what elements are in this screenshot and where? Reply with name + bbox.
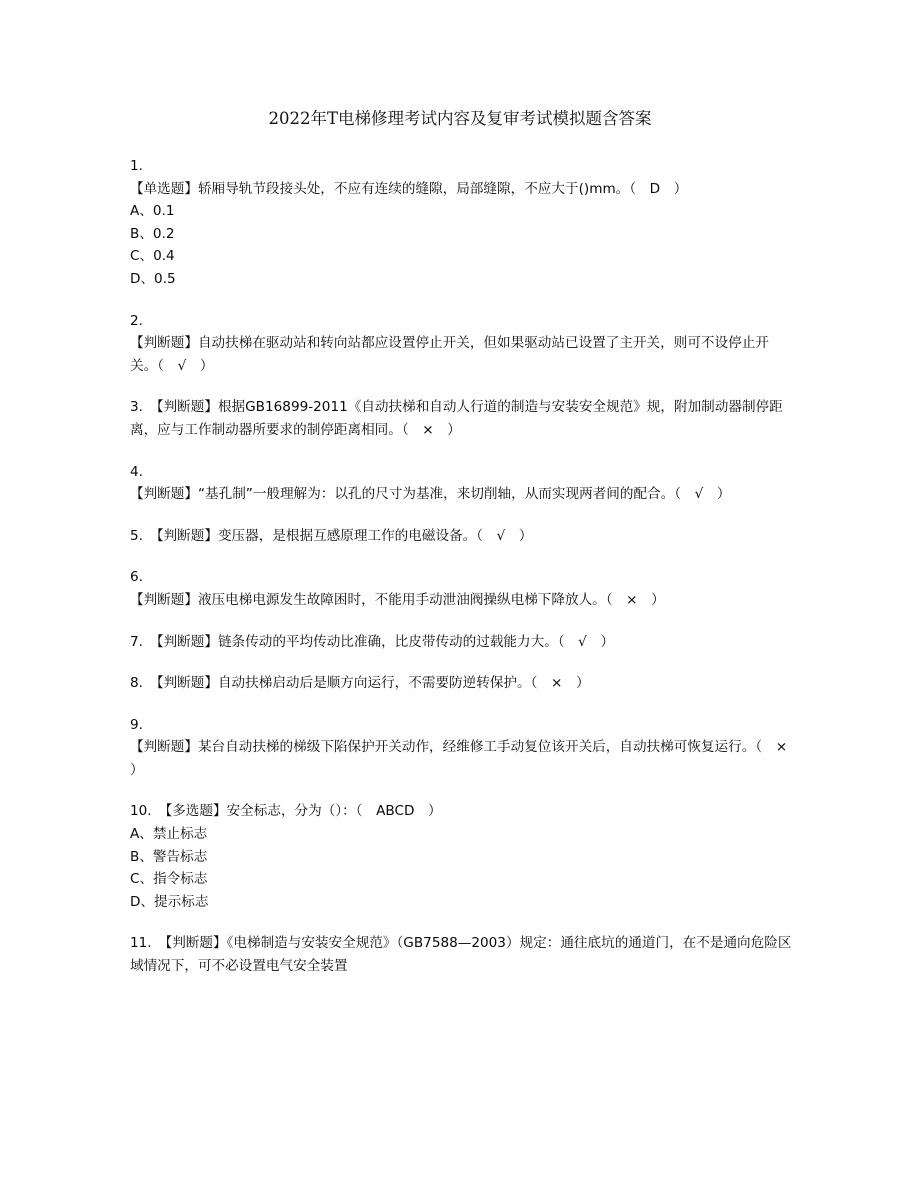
question-item [130, 566, 792, 611]
question-text: 【单选题】轿厢导轨节段接头处，不应有连续的缝隙，局部缝隙，不应大于()mm。（ D ） [130, 180, 688, 197]
question-number: 1. [130, 158, 143, 174]
question-number: 3. [130, 399, 143, 416]
option-list [130, 823, 792, 913]
option-item[interactable]: A、0.1 [130, 203, 175, 220]
page-title: 2022年T电梯修理考试内容及复审考试模拟题含答案 [268, 109, 652, 128]
question-number: 7. [130, 633, 143, 650]
option-item[interactable]: C、0.4 [130, 248, 175, 265]
question-item [130, 525, 792, 548]
question-item [130, 672, 792, 695]
question-text: 【判断题】根据GB16899-2011《自动扶梯和自动人行道的制造与安装安全规范》规，附加制动器制停距离，应与工作制动器所要求的制停距离相同。（ × ） [130, 399, 783, 438]
question-number: 8. [130, 675, 143, 692]
question-text: 【判断题】液压电梯电源发生故障困时，不能用手动泄油阀操纵电梯下降放人。（ × ） [130, 591, 665, 608]
question-number: 5. [130, 527, 143, 544]
question-text: 【判断题】变压器，是根据互感原理工作的电磁设备。（ √ ） [149, 527, 533, 544]
question-item [130, 932, 792, 977]
question-text: 【判断题】《电梯制造与安装安全规范》（GB7588—2003）规定：通往底坑的通道门，在不是通向危险区域情况下，可不必设置电气安全装置 [130, 935, 792, 975]
question-number: 9. [130, 716, 143, 733]
question-item [130, 155, 792, 291]
option-item[interactable]: D、提示标志 [130, 893, 209, 910]
option-item[interactable]: C、指令标志 [130, 871, 208, 888]
question-text: 【判断题】自动扶梯在驱动站和转向站都应设置停止开关，但如果驱动站已设置了主开关，则可不设停止开关。（ √ ） [130, 335, 769, 374]
question-text: 【判断题】某台自动扶梯的梯级下陷保护开关动作，经维修工手动复位该开关后，自动扶梯可恢复运行。（ × ） [130, 739, 801, 778]
question-text: 【判断题】“基孔制”一般理解为：以孔的尺寸为基准，来切削轴，从而实现两者间的配合。（ √ ） [130, 486, 731, 503]
option-list [130, 200, 792, 290]
question-text: 【判断题】链条传动的平均传动比准确，比皮带传动的过载能力大。（ √ ） [149, 633, 615, 650]
question-number: 4. [130, 463, 143, 480]
question-number: 2. [130, 312, 143, 329]
question-item [130, 310, 792, 378]
question-text: 【判断题】自动扶梯启动后是顺方向运行，不需要防逆转保护。（ × ） [149, 675, 590, 692]
question-list [130, 155, 801, 997]
question-text: 【多选题】安全标志，分为（）：（ ABCD ） [158, 803, 442, 820]
question-item [130, 631, 792, 654]
question-item [130, 461, 792, 506]
question-item [130, 396, 792, 441]
question-number: 6. [130, 569, 143, 586]
option-item[interactable]: B、警告标志 [130, 848, 208, 865]
option-item[interactable]: B、0.2 [130, 225, 175, 242]
question-number: 10. [130, 803, 152, 820]
option-item[interactable]: D、0.5 [130, 270, 176, 287]
option-item[interactable]: A、禁止标志 [130, 826, 208, 843]
question-item [130, 714, 801, 782]
question-number: 11. [130, 935, 152, 952]
question-item [130, 800, 792, 913]
